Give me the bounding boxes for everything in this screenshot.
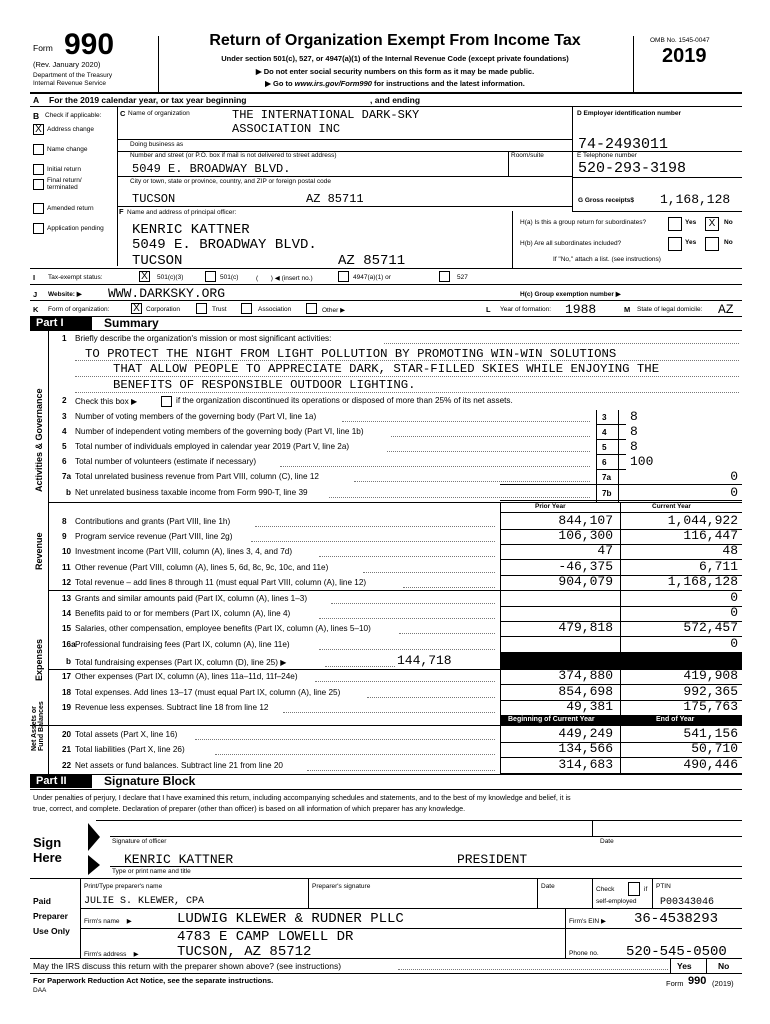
- section-b-title: Check if applicable:: [45, 112, 102, 119]
- dba-label: Doing business as: [130, 141, 184, 148]
- 501c-checkbox[interactable]: [205, 271, 216, 282]
- instructions-line: ▶ Go to www.irs.gov/Form990 for instructions and the latest information.: [265, 79, 525, 88]
- footer-form-number: 990: [688, 975, 707, 987]
- current-year-value[interactable]: 992,365: [683, 684, 738, 699]
- gov-line-text: Total number of individuals employed in calendar year 2019 (Part V, line 2a): [75, 442, 350, 451]
- firm-address-label: Firm's address ▶: [84, 951, 139, 958]
- final-return-checkbox[interactable]: [33, 179, 44, 190]
- tax-exempt-label: Tax-exempt status:: [48, 274, 103, 281]
- prior-year-value[interactable]: 844,107: [558, 513, 613, 528]
- application-pending-label: Application pending: [47, 225, 104, 232]
- name-change-checkbox[interactable]: [33, 144, 44, 155]
- line-number: 16a: [62, 640, 76, 649]
- org-city[interactable]: TUCSON: [132, 192, 176, 206]
- discuss-yes-box[interactable]: Yes: [677, 961, 692, 971]
- current-year-value[interactable]: 50,710: [691, 741, 738, 756]
- line-number: 10: [62, 547, 72, 556]
- sign-arrow-icon: [88, 823, 102, 875]
- gross-receipts-value[interactable]: 1,168,128: [660, 192, 731, 207]
- association-checkbox[interactable]: [241, 303, 252, 314]
- line-text: Total liabilities (Part X, line 26): [75, 745, 185, 754]
- gov-line-value[interactable]: 0: [730, 485, 738, 500]
- firm-name-label: Firm's name ▶: [84, 918, 132, 925]
- current-year-value[interactable]: 0: [730, 605, 738, 620]
- line16b-value[interactable]: 144,718: [397, 653, 452, 668]
- initial-return-label: Initial return: [47, 166, 81, 173]
- col-beginning-year: Beginning of Current Year: [508, 716, 595, 723]
- form-number: 990: [64, 28, 115, 61]
- preparer-name[interactable]: JULIE S. KLEWER, CPA: [84, 896, 205, 907]
- initial-return-checkbox[interactable]: [33, 164, 44, 175]
- gross-receipts-label: G Gross receipts$: [578, 197, 634, 204]
- year-formation-label: Year of formation:: [500, 306, 552, 313]
- hb-question: H(b) Are all subordinates included?: [520, 240, 622, 247]
- line-number: 17: [62, 672, 72, 681]
- line-number: 18: [62, 688, 72, 697]
- line-number: 11: [62, 563, 71, 572]
- line-text: Total expenses. Add lines 13–17 (must equal Part IX, column (A), line 25): [75, 688, 341, 697]
- discontinued-checkbox[interactable]: [161, 396, 172, 407]
- prior-year-value[interactable]: 47: [597, 543, 613, 558]
- ptin-value[interactable]: P00343046: [660, 897, 715, 908]
- 527-label: 527: [457, 274, 468, 281]
- mission-line1[interactable]: TO PROTECT THE NIGHT FROM LIGHT POLLUTION BY PROMOTING WIN-WIN SOLUTIONS: [85, 347, 617, 361]
- current-year-value[interactable]: 48: [722, 543, 738, 558]
- org-name-line2[interactable]: ASSOCIATION INC: [232, 122, 341, 136]
- line-text: Revenue less expenses. Subtract line 18 from line 12: [75, 703, 269, 712]
- firm-name[interactable]: LUDWIG KLEWER & RUDNER PLLC: [177, 911, 404, 927]
- gov-line-box: 3: [602, 413, 607, 422]
- website-url[interactable]: WWW.DARKSKY.ORG: [108, 286, 226, 301]
- other-checkbox[interactable]: [306, 303, 317, 314]
- line-text: Total assets (Part X, line 16): [75, 730, 178, 739]
- use-only-label: Use Only: [33, 926, 70, 936]
- prior-year-value[interactable]: -46,375: [558, 559, 613, 574]
- side-net-assets: Net Assets or: [31, 706, 38, 751]
- phone-value[interactable]: 520-293-3198: [578, 160, 687, 177]
- ha-no-checkbox[interactable]: X: [705, 217, 719, 231]
- department-line1: Department of the Treasury: [33, 72, 113, 79]
- form-label: Form: [33, 43, 53, 53]
- officer-state-zip[interactable]: AZ 85711: [338, 253, 406, 269]
- irs-link[interactable]: www.irs.gov/Form990: [294, 79, 372, 88]
- mission-line3[interactable]: BENEFITS OF RESPONSIBLE OUTDOOR LIGHTING.: [113, 378, 416, 392]
- year-formation-value[interactable]: 1988: [565, 302, 597, 317]
- signature-date-label: Date: [600, 838, 614, 845]
- preparer-name-label: Print/Type preparer's name: [84, 883, 163, 890]
- line-m-label: M: [624, 305, 631, 314]
- prior-year-value[interactable]: 904,079: [558, 574, 613, 589]
- line-text: Net assets or fund balances. Subtract line 21 from line 20: [75, 761, 283, 770]
- gov-line-number: 6: [62, 457, 67, 466]
- insert-no-label: ( ) ◀ (insert no.): [256, 275, 313, 282]
- line-number: 9: [62, 532, 67, 541]
- gov-line-box: 7a: [602, 473, 612, 482]
- firm-address-line2[interactable]: TUCSON, AZ 85712: [177, 944, 312, 960]
- gov-line-value[interactable]: 8: [630, 424, 638, 439]
- perjury-statement-2: true, correct, and complete. Declaration of preparer (other than officer) is based on all information of which preparer has any knowledge.: [33, 804, 466, 813]
- gov-line-text: Total number of volunteers (estimate if necessary): [75, 457, 257, 466]
- side-fund-balances: Fund Balances: [38, 701, 45, 751]
- part-ii-title: Signature Block: [104, 774, 196, 788]
- line-number: 22: [62, 761, 72, 770]
- corporation-checkbox[interactable]: X: [131, 303, 142, 314]
- gov-line-number: 7a: [62, 472, 72, 481]
- street-label: Number and street (or P.O. box if mail is not delivered to street address): [130, 152, 337, 159]
- preparer-phone[interactable]: 520-545-0500: [626, 944, 727, 960]
- other-label: Other ▶: [322, 307, 346, 314]
- gov-line-number: 5: [62, 442, 67, 451]
- daa-label: DAA: [33, 987, 47, 994]
- ha-question: H(a) Is this a group return for subordinates?: [520, 219, 647, 226]
- officer-print-name[interactable]: KENRIC KATTNER: [124, 852, 234, 867]
- line-k-label: K: [33, 305, 39, 314]
- hc-group-exemption: H(c) Group exemption number ▶: [520, 291, 621, 298]
- gov-line-value[interactable]: 0: [730, 469, 738, 484]
- line-text: Contributions and grants (Part VIII, line 1h): [75, 517, 231, 526]
- line-number: 21: [62, 745, 72, 754]
- line-number: 19: [62, 703, 72, 712]
- prior-year-value[interactable]: 106,300: [558, 528, 613, 543]
- line-text: Program service revenue (Part VIII, line 2g): [75, 532, 233, 541]
- form-title: Return of Organization Exempt From Income Tax: [209, 32, 581, 49]
- website-label: Website: ▶: [48, 291, 82, 298]
- section-c-label: C: [120, 109, 126, 118]
- name-change-label: Name change: [47, 146, 88, 153]
- phone-no-label: Phone no.: [569, 950, 599, 957]
- current-year-value[interactable]: 0: [730, 636, 738, 651]
- paid-label: Paid: [33, 896, 51, 906]
- line-a-label: A: [33, 95, 40, 105]
- gov-line-value[interactable]: 100: [630, 454, 654, 469]
- hb-yes-checkbox[interactable]: [668, 237, 682, 251]
- officer-street[interactable]: 5049 E. BROADWAY BLVD.: [132, 237, 317, 253]
- trust-label: Trust: [212, 306, 227, 313]
- part-i-tag: Part I: [36, 317, 64, 329]
- gov-line-number: b: [66, 488, 72, 497]
- line-text: Benefits paid to or for members (Part IX, column (A), line 4): [75, 609, 291, 618]
- gov-line-value[interactable]: 8: [630, 409, 638, 424]
- preparer-date-label: Date: [541, 883, 555, 890]
- line-text: Grants and similar amounts paid (Part IX, column (A), lines 1–3): [75, 594, 308, 603]
- side-activities-governance: Activities & Governance: [34, 388, 44, 492]
- preparer-signature-label: Preparer's signature: [312, 883, 371, 890]
- line-text: Other expenses (Part IX, column (A), lines 11a–11d, 11f–24e): [75, 672, 298, 681]
- org-state-zip[interactable]: AZ 85711: [306, 192, 364, 206]
- sign-label: Sign: [33, 835, 62, 850]
- footer-form-label: Form: [666, 979, 684, 988]
- city-label: City or town, state or province, country, and ZIP or foreign postal code: [130, 178, 331, 185]
- line-number: 13: [62, 594, 72, 603]
- preparer-label: Preparer: [33, 911, 68, 921]
- line-i-label: I: [33, 273, 36, 282]
- line1-text: Briefly describe the organization's mission or most significant activities:: [75, 334, 332, 343]
- prior-year-value[interactable]: 314,683: [558, 757, 613, 772]
- address-change-checkbox[interactable]: X: [33, 124, 44, 135]
- 4947-label: 4947(a)(1) or: [353, 274, 391, 281]
- part-ii-tag: Part II: [36, 775, 67, 787]
- officer-print-title[interactable]: PRESIDENT: [457, 852, 528, 867]
- hb-no-label: No: [724, 239, 733, 246]
- prior-year-value[interactable]: 374,880: [558, 668, 613, 683]
- gov-line-text: Number of voting members of the governing body (Part VI, line 1a): [75, 412, 317, 421]
- current-year-value[interactable]: 1,044,922: [667, 513, 738, 528]
- gov-line-box: 5: [602, 443, 607, 452]
- ha-no-label: No: [724, 219, 733, 226]
- prior-year-value[interactable]: 479,818: [558, 620, 613, 635]
- gov-line-text: Total unrelated business revenue from Part VIII, column (C), line 12: [75, 472, 319, 481]
- ssn-warning: ▶ Do not enter social security numbers on this form as it may be made public.: [255, 67, 535, 76]
- current-year-value[interactable]: 6,711: [698, 559, 738, 574]
- org-street[interactable]: 5049 E. BROADWAY BLVD.: [132, 162, 291, 176]
- gov-line-box: 6: [602, 458, 607, 467]
- here-label: Here: [33, 850, 62, 865]
- gov-line-box: 4: [602, 428, 607, 437]
- amended-return-checkbox[interactable]: [33, 203, 44, 214]
- firm-address-line1[interactable]: 4783 E CAMP LOWELL DR: [177, 929, 354, 945]
- omb-number: OMB No. 1545-0047: [650, 37, 710, 44]
- current-year-value[interactable]: 572,457: [683, 620, 738, 635]
- gov-line-value[interactable]: 8: [630, 439, 638, 454]
- ptin-label: PTIN: [656, 883, 671, 890]
- line-number: 8: [62, 517, 67, 526]
- prior-year-value[interactable]: 49,381: [566, 699, 613, 714]
- firm-ein-label: Firm's EIN ▶: [569, 918, 606, 925]
- line-l-label: L: [486, 305, 491, 314]
- gov-line-number: 3: [62, 412, 67, 421]
- firm-ein[interactable]: 36-4538293: [634, 911, 719, 927]
- domicile-value[interactable]: AZ: [718, 302, 734, 317]
- line-text: Salaries, other compensation, employee benefits (Part IX, column (A), lines 5–10): [75, 624, 371, 633]
- line-number: 20: [62, 730, 72, 739]
- self-employed-label: self-employed: [596, 898, 637, 905]
- department-line2: Internal Revenue Service: [33, 80, 106, 87]
- side-expenses: Expenses: [34, 638, 44, 681]
- 501c3-label: 501(c)(3): [157, 274, 184, 281]
- 501c-label: 501(c): [220, 274, 239, 281]
- part-i-title: Summary: [104, 316, 159, 330]
- current-year-value[interactable]: 1,168,128: [667, 574, 738, 589]
- line2-text-b: if the organization discontinued its operations or disposed of more than 25% of its net assets.: [176, 396, 513, 405]
- ein-label: D Employer identification number: [577, 110, 682, 117]
- hb-no-checkbox[interactable]: [705, 237, 719, 251]
- trust-checkbox[interactable]: [196, 303, 207, 314]
- current-year-value[interactable]: 419,908: [683, 668, 738, 683]
- ha-yes-checkbox[interactable]: [668, 217, 682, 231]
- paperwork-notice: For Paperwork Reduction Act Notice, see the separate instructions.: [33, 976, 274, 985]
- type-print-label: Type or print name and title: [112, 868, 191, 875]
- final-return-label: Final return/ terminated: [47, 177, 82, 191]
- officer-city[interactable]: TUCSON: [132, 253, 183, 269]
- current-year-value[interactable]: 541,156: [683, 726, 738, 741]
- current-year-value[interactable]: 0: [730, 590, 738, 605]
- side-revenue: Revenue: [34, 532, 44, 570]
- revision-date: (Rev. January 2020): [33, 60, 101, 69]
- section-f-label: F: [119, 207, 124, 216]
- domicile-label: State of legal domicile:: [637, 306, 703, 313]
- if-label: if: [644, 886, 648, 893]
- footer-year: (2019): [712, 979, 734, 988]
- 527-checkbox[interactable]: [439, 271, 450, 282]
- gov-line-number: 4: [62, 427, 67, 436]
- line-number: 14: [62, 609, 72, 618]
- association-label: Association: [258, 306, 292, 313]
- form-subtitle: Under section 501(c), 527, or 4947(a)(1) of the Internal Revenue Code (except private foundations): [221, 54, 569, 63]
- line-j-label: J: [33, 290, 38, 299]
- line16b-text: Total fundraising expenses (Part IX, column (D), line 25) ▶: [75, 658, 287, 667]
- current-year-value[interactable]: 116,447: [683, 528, 738, 543]
- discuss-no-box[interactable]: No: [718, 961, 730, 971]
- gov-line-box: 7b: [602, 489, 612, 498]
- hb-yes-label: Yes: [685, 239, 697, 246]
- prior-year-value[interactable]: 854,698: [558, 684, 613, 699]
- corporation-label: Corporation: [146, 306, 180, 313]
- line-text: Professional fundraising fees (Part IX, column (A), line 11e): [75, 640, 290, 649]
- officer-name[interactable]: KENRIC KATTNER: [132, 222, 250, 238]
- hb-note: If "No," attach a list. (see instructions): [553, 256, 661, 263]
- prior-year-value[interactable]: 449,249: [558, 726, 613, 741]
- line-text: Investment income (Part VIII, column (A), lines 3, 4, and 7d): [75, 547, 293, 556]
- line-a-text: For the 2019 calendar year, or tax year beginning: [49, 95, 247, 105]
- line2-text-a: Check this box ▶: [75, 397, 138, 406]
- irs-discuss-question: May the IRS discuss this return with the preparer shown above? (see instructions): [33, 961, 342, 971]
- line-number: 12: [62, 578, 72, 587]
- phone-label: E Telephone number: [577, 152, 637, 159]
- self-employed-checkbox[interactable]: [628, 882, 640, 896]
- org-name-label: Name of organization: [128, 110, 190, 117]
- 501c3-checkbox[interactable]: X: [139, 271, 150, 282]
- prior-year-value[interactable]: 134,566: [558, 741, 613, 756]
- 4947-checkbox[interactable]: [338, 271, 349, 282]
- officer-title-label: Name and address of principal officer:: [127, 209, 237, 216]
- room-suite-label: Room/suite: [511, 152, 544, 159]
- mission-line2[interactable]: THAT ALLOW PEOPLE TO APPRECIATE DARK, STAR-FILLED SKIES WHILE ENJOYING THE: [113, 362, 660, 376]
- perjury-statement-1: Under penalties of perjury, I declare that I have examined this return, including accompanying schedules and statements, and to the best of my knowledge and belief, it is: [33, 793, 571, 802]
- org-name-line1[interactable]: THE INTERNATIONAL DARK-SKY: [232, 108, 420, 122]
- application-pending-checkbox[interactable]: [33, 223, 44, 234]
- line-text: Total revenue – add lines 8 through 11 (must equal Part VIII, column (A), line 12): [75, 578, 367, 587]
- org-form-label: Form of organization:: [48, 306, 110, 313]
- current-year-value[interactable]: 490,446: [683, 757, 738, 772]
- amended-return-label: Amended return: [47, 205, 94, 212]
- check-label: Check: [596, 886, 615, 893]
- col-end-year: End of Year: [656, 716, 695, 723]
- ha-yes-label: Yes: [685, 219, 697, 226]
- col-current-year: Current Year: [652, 503, 691, 510]
- gov-line-text: Net unrelated business taxable income from Form 990-T, line 39: [75, 488, 308, 497]
- line-text: Other revenue (Part VIII, column (A), lines 5, 6d, 8c, 9c, 10c, and 11e): [75, 563, 329, 572]
- ein-value[interactable]: 74-2493011: [578, 136, 669, 153]
- line-a-ending: , and ending: [370, 95, 421, 105]
- signature-officer-label: Signature of officer: [112, 838, 167, 845]
- line-number: 15: [62, 624, 72, 633]
- gov-line-text: Number of independent voting members of the governing body (Part VI, line 1b): [75, 427, 364, 436]
- current-year-value[interactable]: 175,763: [683, 699, 738, 714]
- section-b-label: B: [33, 111, 40, 121]
- address-change-label: Address change: [47, 126, 94, 133]
- col-prior-year: Prior Year: [535, 503, 566, 510]
- tax-year: 2019: [662, 45, 707, 67]
